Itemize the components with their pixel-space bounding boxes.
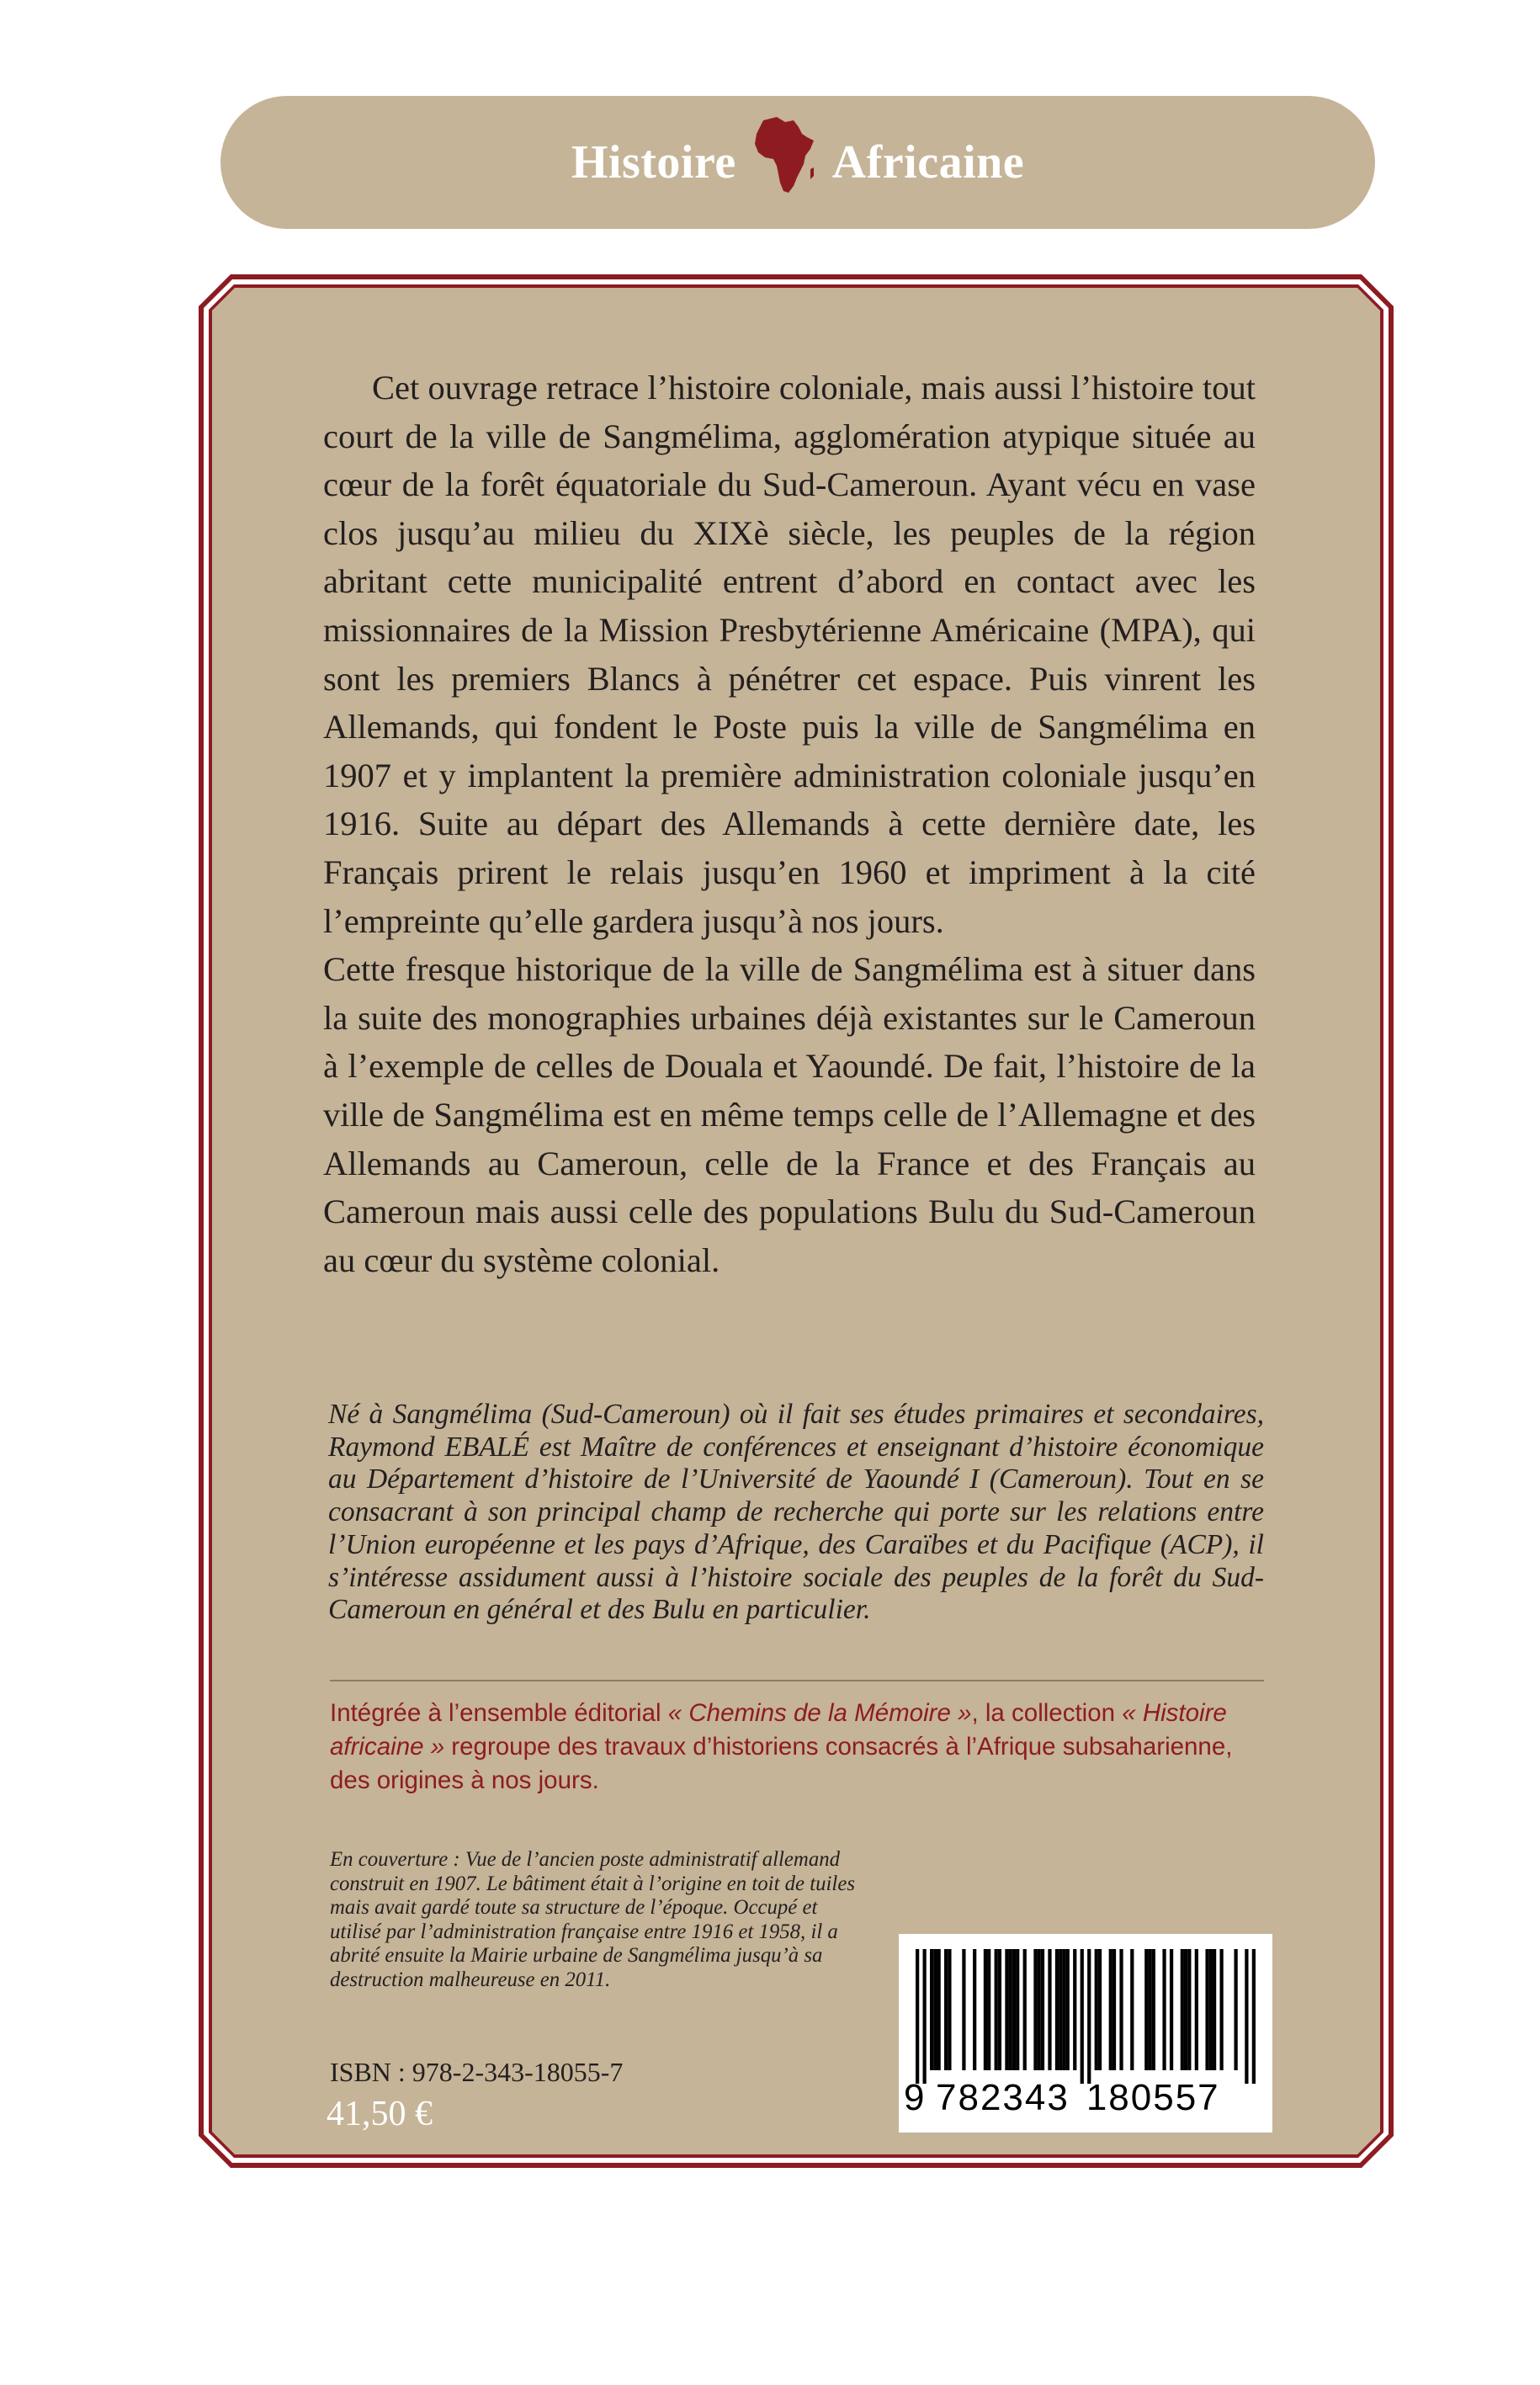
barcode-bar xyxy=(1245,1949,1248,2084)
barcode-bar xyxy=(1066,1949,1070,2070)
barcode-bar xyxy=(1170,1949,1173,2070)
barcode-bar xyxy=(1055,1949,1059,2070)
barcode-bar xyxy=(1148,1949,1151,2070)
barcode-bar xyxy=(1219,1949,1223,2070)
barcode-bar xyxy=(1162,1949,1166,2070)
barcode-bar xyxy=(1252,1949,1256,2084)
barcode-bar xyxy=(1234,1949,1237,2070)
barcode-bar xyxy=(987,1949,990,2070)
price: 41,50 € xyxy=(327,2095,433,2133)
barcode-bar xyxy=(1087,1949,1091,2084)
barcode-bar xyxy=(1109,1949,1113,2070)
barcode-bar xyxy=(1081,1949,1084,2084)
barcode-bar xyxy=(1038,1949,1041,2070)
collection-text: , la collection xyxy=(971,1699,1123,1727)
barcode-bar xyxy=(1181,1949,1184,2070)
summary-paragraph: Cet ouvrage retrace l’histoire coloniale, mais aussi l’histoire tout court de la ville de Sangmélima, agglomération atypique située au cœur de la forêt équatoriale du Sud-Cameroun. Ayant vécu en vase clos jusqu’au milieu du XIXè siècle, les peuples de la région abritant cette municipalité entrent d’abord en contact avec les missionnaires de la Mission Presbytérienne Américaine (MPA), qui sont les premiers Blancs à pénétrer cet espace. Puis vinrent les Allemands, qui fondent le Poste puis la ville de Sangmélima en 1907 et y implantent la première administration coloniale jusqu’en 1916. Suite au départ des Allemands à cette dernière date, les Français prirent le relais jusqu’en 1960 et impriment à la cité l’empreinte qu’elle gardera jusqu’à nos jours. xyxy=(323,369,1256,940)
series-title-africaine: Africaine xyxy=(831,136,1025,189)
barcode-bar xyxy=(1187,1949,1191,2070)
barcode-bar xyxy=(916,1949,919,2084)
barcode-bar xyxy=(1209,1949,1213,2070)
collection-editorial-name: « Chemins de la Mémoire » xyxy=(667,1699,972,1727)
barcode-bar xyxy=(1073,1949,1076,2070)
series-title-histoire: Histoire xyxy=(571,136,736,189)
barcode-bar xyxy=(1033,1949,1037,2070)
barcode xyxy=(899,1934,1272,2133)
barcode-bar xyxy=(948,1949,951,2070)
barcode-bar xyxy=(1041,1949,1044,2070)
barcode-bar xyxy=(1184,1949,1187,2070)
barcode-bar xyxy=(1005,1949,1008,2070)
cover-caption: En couverture : Vue de l’ancien poste administratif allemand construit en 1907. Le bâtiment était à l’origine en toit de tuiles mais avait gardé toute sa structure de l’époque. Occupé et utilisé par l’administration française entre 1916 et 1958, il a abrité ensuite la Mairie urbaine de Sangmélima jusqu’à sa destruction malheureuse en 2011. xyxy=(330,1848,855,1991)
barcode-bar xyxy=(1062,1949,1065,2070)
barcode-bar xyxy=(1119,1949,1123,2070)
series-banner xyxy=(220,96,1375,229)
barcode-bars xyxy=(916,1949,1256,2084)
barcode-bar xyxy=(1098,1949,1102,2070)
book-summary xyxy=(323,364,1256,1284)
barcode-bar xyxy=(1144,1949,1148,2070)
barcode-bar xyxy=(937,1949,941,2070)
collection-text: Intégrée à l’ensemble éditorial xyxy=(330,1699,668,1727)
africa-map-icon xyxy=(751,115,817,196)
barcode-bar xyxy=(1059,1949,1062,2070)
barcode-bar xyxy=(1095,1949,1098,2070)
collection-note xyxy=(330,1697,1266,1798)
barcode-bar xyxy=(1016,1949,1019,2070)
barcode-bar xyxy=(930,1949,933,2070)
barcode-bar xyxy=(1213,1949,1216,2070)
barcode-bar xyxy=(933,1949,937,2070)
barcode-bar xyxy=(1048,1949,1051,2070)
divider xyxy=(330,1680,1264,1681)
collection-text: regroupe des travaux d’historiens consacrés à l’Afrique subsaharienne, des origines à nos jours. xyxy=(330,1733,1233,1794)
author-bio: Né à Sangmélima (Sud-Cameroun) où il fait ses études primaires et secondaires, Raymond EBALÉ est Maître de conférences et enseignant d’histoire économique au Département d’histoire de l’Université de Yaoundé I (Cameroun). Tout en se consacrant à son principal champ de recherche qui porte sur les relations entre l’Union européenne et les pays d’Afrique, des Caraïbes et du Pacifique (ACP), il s’intéresse assidument aussi à l’histoire sociale des peuples de la forêt du Sud-Cameroun en général et des Bulu en particulier. xyxy=(328,1399,1264,1626)
barcode-digits-right: 180557 xyxy=(1086,2077,1220,2118)
barcode-number xyxy=(904,2077,1267,2119)
barcode-bar xyxy=(962,1949,965,2070)
barcode-digits-left: 782343 xyxy=(936,2077,1070,2118)
barcode-bar xyxy=(1012,1949,1016,2070)
barcode-bar xyxy=(1205,1949,1208,2070)
barcode-bar xyxy=(1130,1949,1134,2070)
barcode-bar xyxy=(1195,1949,1198,2070)
barcode-bar xyxy=(1113,1949,1116,2070)
barcode-bar xyxy=(1009,1949,1012,2070)
barcode-bar xyxy=(1023,1949,1027,2070)
barcode-lead-digit: 9 xyxy=(904,2077,927,2118)
summary-paragraph: Cette fresque historique de la ville de Sangmélima est à situer dans la suite des monographies urbaines déjà existantes sur le Cameroun à l’exemple de celles de Douala et Yaoundé. De fait, l’histoire de la ville de Sangmélima est en même temps celle de l’Allemagne et des Allemands au Cameroun, celle de la France et des Français au Cameroun mais aussi celle des populations Bulu du Sud-Cameroun au cœur du système colonial. xyxy=(323,950,1256,1279)
barcode-bar xyxy=(995,1949,998,2070)
barcode-bar xyxy=(973,1949,976,2070)
barcode-bar xyxy=(944,1949,948,2070)
barcode-bar xyxy=(923,1949,927,2084)
barcode-bar xyxy=(984,1949,987,2070)
collection-series-name: « Histoire africaine » xyxy=(330,1699,1227,1761)
isbn: ISBN : 978-2-343-18055-7 xyxy=(330,2057,624,2087)
barcode-bar xyxy=(998,1949,1001,2070)
barcode-bar xyxy=(1152,1949,1155,2070)
